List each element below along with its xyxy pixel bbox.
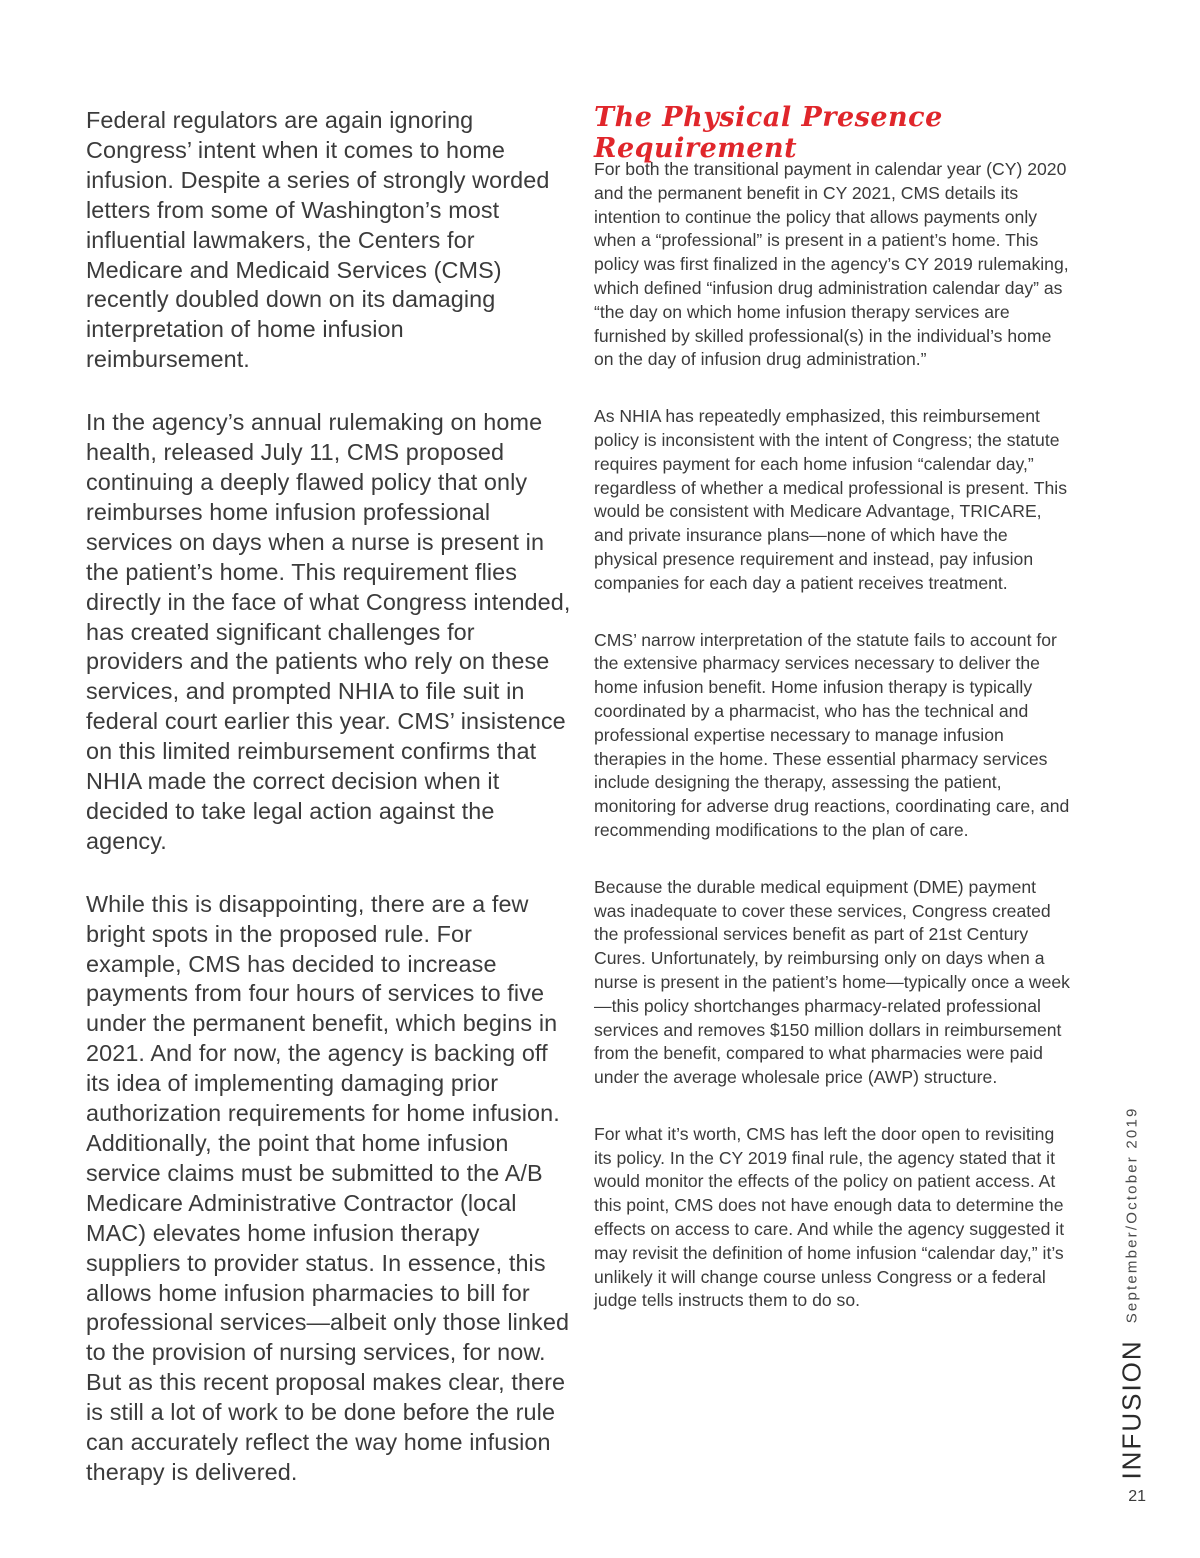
right-paragraph-5: For what it’s worth, CMS has left the door open to revisiting its policy. In the CY 2019 final rule, the agency stated that it would monitor the effects of the policy on patient access. At this point, CMS does not have enough data to determine the effects on access to care. And while the agency suggested it may revisit the definition of home infusion “calendar day,” it’s unlikely it will change course unless Congress or a federal judge tells instructs them to do so. bbox=[594, 1123, 1065, 1311]
left-paragraph-1: Federal regulators are again ignoring Congress’ intent when it comes to home infusion. Despite a series of strongly worded letters from some of Washington’s most influential lawmakers, the Centers for Medicare and Medicaid Services (CMS) recently doubled down on its damaging interpretation of home infusion reimbursement. bbox=[86, 107, 550, 373]
magazine-sidebar bbox=[1112, 1105, 1152, 1480]
left-paragraph-3: While this is disappointing, there are a few bright spots in the proposed rule. For example, CMS has decided to increase payments from four hours of services to five under the permanent benefit, which begins in 2021. And for now, the agency is backing off its idea of implementing damaging prior authorization requirements for home infusion. Additionally, the point that home infusion service claims must be submitted to the A/B Medicare Administrative Contractor (local MAC) elevates home infusion therapy suppliers to provider status. In essence, this allows home infusion pharmacies to bill for professional services—albeit only those linked to the provision of nursing services, for now. But as this recent proposal makes clear, there is still a lot of work to be done before the rule can accurately reflect the way home infusion therapy is delivered. bbox=[86, 890, 570, 1485]
right-paragraph-1: For both the transitional payment in calendar year (CY) 2020 and the permanent benefit in CY 2021, CMS details its intention to continue the policy that allows payments only when a “professional” is present in a patient’s home. This policy was first finalized in the agency’s CY 2019 rulemaking, which defined “infusion drug administration calendar day” as “the day on which home infusion therapy services are furnished by skilled professional(s) in the individual’s home on the day of infusion drug administration.” bbox=[594, 159, 1069, 370]
right-paragraph-4: Because the durable medical equipment (DME) payment was inadequate to cover these services, Congress created the professional services benefit as part of 21st Century Cures. Unfortunately, by reimbursing only on days when a nurse is present in the patient’s home—typically once a week—this policy shortchanges pharmacy-related professional services and removes $150 million dollars in reimbursement from the benefit, compared to what pharmacies were paid under the average wholesale price (AWP) structure. bbox=[594, 876, 1070, 1088]
right-paragraph-3: CMS’ narrow interpretation of the statute fails to account for the extensive pharmacy services necessary to deliver the home infusion benefit. Home infusion therapy is typically coordinated by a pharmacist, who has the technical and professional expertise necessary to manage infusion therapies in the home. These essential pharmacy services include designing the therapy, assessing the patient, monitoring for adverse drug reactions, coordinating care, and recommending modifications to the plan of care. bbox=[594, 629, 1070, 840]
page-number: 21 bbox=[1128, 1488, 1146, 1505]
left-column bbox=[86, 106, 574, 1521]
right-paragraph-2: As NHIA has repeatedly emphasized, this reimbursement policy is inconsistent with the intent of Congress; the statute requires payment for each home infusion “calendar day,” regardless of whether a medical professional is present. This would be consistent with Medicare Advantage, TRICARE, and private insurance plans—none of which have the physical presence requirement and instead, pay infusion companies for each day a patient receives treatment. bbox=[594, 406, 1067, 593]
left-paragraph-2: In the agency’s annual rulemaking on home health, released July 11, CMS proposed continuing a deeply flawed policy that only reimburses home infusion professional services on days when a nurse is present in the patient’s home. This requirement flies directly in the face of what Congress intended, has created significant challenges for providers and the patients who rely on these services, and prompted NHIA to file suit in federal court earlier this year. CMS’ insistence on this limited reimbursement confirms that NHIA made the correct decision when it decided to take legal action against the agency. bbox=[86, 409, 571, 854]
right-column bbox=[594, 102, 1072, 1346]
issue-date: September/October 2019 bbox=[1123, 1105, 1141, 1323]
section-heading: The Physical Presence Requirement bbox=[594, 102, 943, 164]
magazine-logo: INFUSION bbox=[1116, 1338, 1147, 1480]
